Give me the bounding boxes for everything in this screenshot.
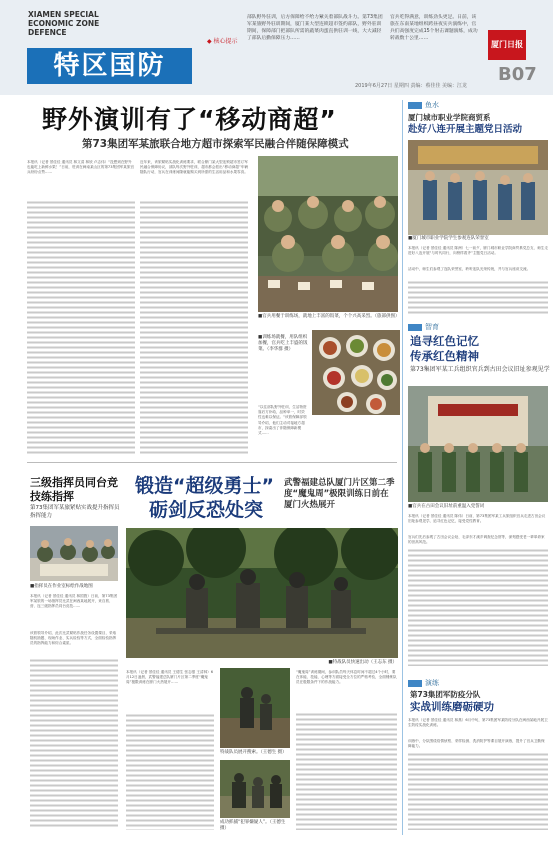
sidebar-story-2-body: 官兵们先后参观了古田会议会址、毛泽东才溪乡调查纪念馆等，深刻感受老一辈革命家的崇高风范。 (408, 535, 545, 545)
newspaper-logo: 厦门日报 (488, 30, 526, 60)
lead-body-2: “以往部队野外驻训，生活物资靠后方补给，品种单一，时效性也难以保证。”该旅保障部领导介绍，他们主动对接地方超市，探索出了伴随保障新模式…… (258, 405, 307, 436)
summary-right: 官兵吃得满意，训练劲头更足。日前，该旅在东南某地组织跨昼夜实兵演练中，官兵们高强度完成15个射击课题演练，成功转战数十公里…… (390, 15, 478, 41)
page-number: B07 (498, 64, 537, 85)
left-divider (27, 462, 397, 463)
sidebar-story-2-column (408, 548, 548, 666)
feature-small-photo-2-caption: 成功抓捕“犯罪嫌疑人”。（王德生 摄） (220, 820, 286, 831)
gutian-site-oath-image (408, 386, 548, 502)
sidebar-photo-2 (408, 386, 548, 502)
tag-3-marker (408, 680, 422, 687)
sidebar-tag-1: 鱼水 (408, 100, 439, 110)
left-photo-caption: ■指挥员在作业室标绘作战地图 (30, 584, 93, 589)
sidebar-tag-3: 演练 (408, 678, 439, 688)
left-story-column (30, 658, 118, 828)
feature-column-3 (296, 712, 397, 830)
lead-title: 野外演训有了“移动商超” (42, 105, 337, 134)
lead-column-1 (27, 200, 135, 455)
sidebar-photo-1 (408, 140, 548, 235)
left-story-subtitle: 第73集团军某旅紧贴实战提升指挥员指挥能力 (30, 505, 120, 519)
feature-title: 锻造“超级勇士” 砺剑反恐处突 (135, 475, 274, 521)
left-story-body: 该旅领导介绍，此次比武紧贴作战任务设置课目，采取随机抽题、现场作业、实兵检验等方式，全面检验指挥员的指挥能力和综合素质。 (30, 631, 117, 646)
summary-label: ◆ 核心提示 (207, 38, 238, 45)
meal-dishes-image (312, 330, 400, 415)
sidebar-border (402, 100, 403, 835)
left-story-title: 三级指挥员同台竞技练指挥 (30, 476, 118, 503)
sidebar-story-3-byline: 本报讯（记者 蔡佳佳 通讯员 林燕）6月中旬，第73集团军某防疫分队在闽西某地开展卫生防疫实战化训练。 (408, 718, 548, 728)
feature-byline: 本报讯（记者 蔡佳佳 通讯员 王德生 张志强 王清林）6月12日凌晨，武警福建总队厦门片区第二季度“魔鬼周”极限训练在厦门火热展开…… (126, 670, 214, 685)
feature-small-photo-1-caption: 特战队员展开搜索。（王德生 摄） (220, 750, 287, 755)
sidebar-story-1-body: 活动中，师生们参观了连队荣誉室，聆听连队光荣传统，并与官兵座谈交流。 (408, 267, 531, 271)
sidebar-story-1-column (408, 280, 548, 314)
search-operation-image (220, 668, 290, 748)
sidebar-story-1-title: 厦门城市职业学院商贸系 赴好八连开展主题党日活动 (408, 113, 523, 135)
issue-date: 2019年6月27日 星期四 责编：蔡佳佳 美编：江龙 (355, 83, 468, 89)
command-room-image (30, 526, 118, 581)
sidebar-story-3-title: 第73集团军防疫分队 实战训练磨砺硬功 (410, 690, 494, 713)
lead-byline: 本报讯（记者 蔡佳佳 通讯员 林文清 林欣 卢志伟）“没想到在野外也能吃上新鲜水果！”日前，驻训在闽南某山区的第73集团军某旅官兵纷纷点赞…… (27, 160, 135, 175)
feature-subtitle: 武警福建总队厦门片区第二季度“魔鬼周”极限训练日前在厦门火热展开 (284, 478, 395, 510)
sidebar-story-2-title: 追寻红色记忆 传承红色精神 (410, 334, 479, 363)
lead-photo-2-caption: ■训练场就餐，用队组织加餐，官兵吃上丰盛的饭菜。（李华群 摄） (258, 335, 308, 352)
lead-photo-1-caption: ■官兵用餐于训练场，就地上丰富的饭菜，个个兴高采烈。（旅部供图） (258, 314, 400, 319)
lead-photo-meal-dishes (312, 330, 400, 415)
special-forces-image (126, 528, 398, 658)
tag-2-marker (408, 324, 422, 331)
feature-body: “魔鬼周”训练期间，参训队员每天休息时间不超过4个小时，要在体能、技能、心理等方面接受全方位的严格考验，全面锤炼队员在极限条件下的作战能力。 (296, 670, 397, 685)
sidebar-story-2-subtitle: 第73集团军某工兵组织官兵到古田会议旧址参观见学 (410, 366, 550, 373)
soldiers-toast-image (258, 156, 398, 312)
sidebar-story-3-body: 训练中，分队围绕疫情侦察、采样检测、洗消防护等课目展开演练，提升了官兵卫勤保障能力。 (408, 739, 545, 749)
feature-small-photo-2 (220, 760, 290, 818)
masthead-title: 特区国防 (27, 48, 192, 84)
sidebar-photo-1-caption: ■厦门城市职业学院学生参观连队荣誉室 (408, 236, 489, 241)
sidebar-story-1-byline: 本报讯（记者 蔡佳佳 通讯员 陈洲）七一前夕，厦门城市职业学院商贸系党总支、师生走进好八连开展“与时代同行，向榜样看齐”主题党日活动。 (408, 246, 548, 256)
sidebar-story-3-column (408, 752, 548, 830)
feature-column-1 (126, 713, 214, 830)
lead-photo-soldiers-toast (258, 156, 398, 312)
arrest-drill-image (220, 760, 290, 818)
masthead-english: XIAMEN SPECIAL ECONOMIC ZONE DEFENCE (28, 10, 100, 37)
summary-left: 部队野外驻训，后方保障给不给力紧关着部队战斗力。第73集团军某旅野外驻训期间，厦门某大型连锁超市签约部队，野外驻训期间，保障部门把部队所需的蔬菜肉蛋直供驻训一线，大大减轻了部队后勤保障压力…… (247, 15, 383, 41)
feature-photo-caption: ■特战队员快速出动（王志东 摄） (328, 660, 397, 665)
left-story-byline: 本报讯（记者 蔡佳佳 通讯员 林国胜）日前，第73集团军某旅的一场指挥员比武在闽西某地展开，来自旅、营、连三级指挥员同台竞技…… (30, 594, 118, 609)
honor-room-visit-image (408, 140, 548, 235)
sidebar-photo-2-caption: ■官兵在古田会议旧址前重温入党誓词 (408, 504, 485, 509)
tag-1-marker (408, 102, 422, 109)
lead-body-1: 近年来，该旅紧贴实战化训练要求，联合厦门某大型连锁超市签订军民融合保障协议，部队每次野外驻训，超市都会派出“移动商超”车辆随队行动，官兵在训练间隙就能购买到所需的生活用品和水果零食。 (140, 160, 248, 175)
lead-column-2 (140, 200, 248, 455)
left-story-photo (30, 526, 118, 581)
lead-subtitle: 第73集团军某旅联合地方超市探索军民融合伴随保障模式 (82, 138, 349, 150)
sidebar-story-2-byline: 本报讯（记者 蔡佳佳 通讯员 陈伟）日前，第73集团军某工兵旅组织官兵走进古田会议旧址参观见学，追寻红色记忆，接受党性教育。 (408, 514, 546, 524)
feature-small-photo-1 (220, 668, 290, 748)
sidebar-tag-2: 智育 (408, 322, 439, 332)
feature-main-photo (126, 528, 398, 658)
